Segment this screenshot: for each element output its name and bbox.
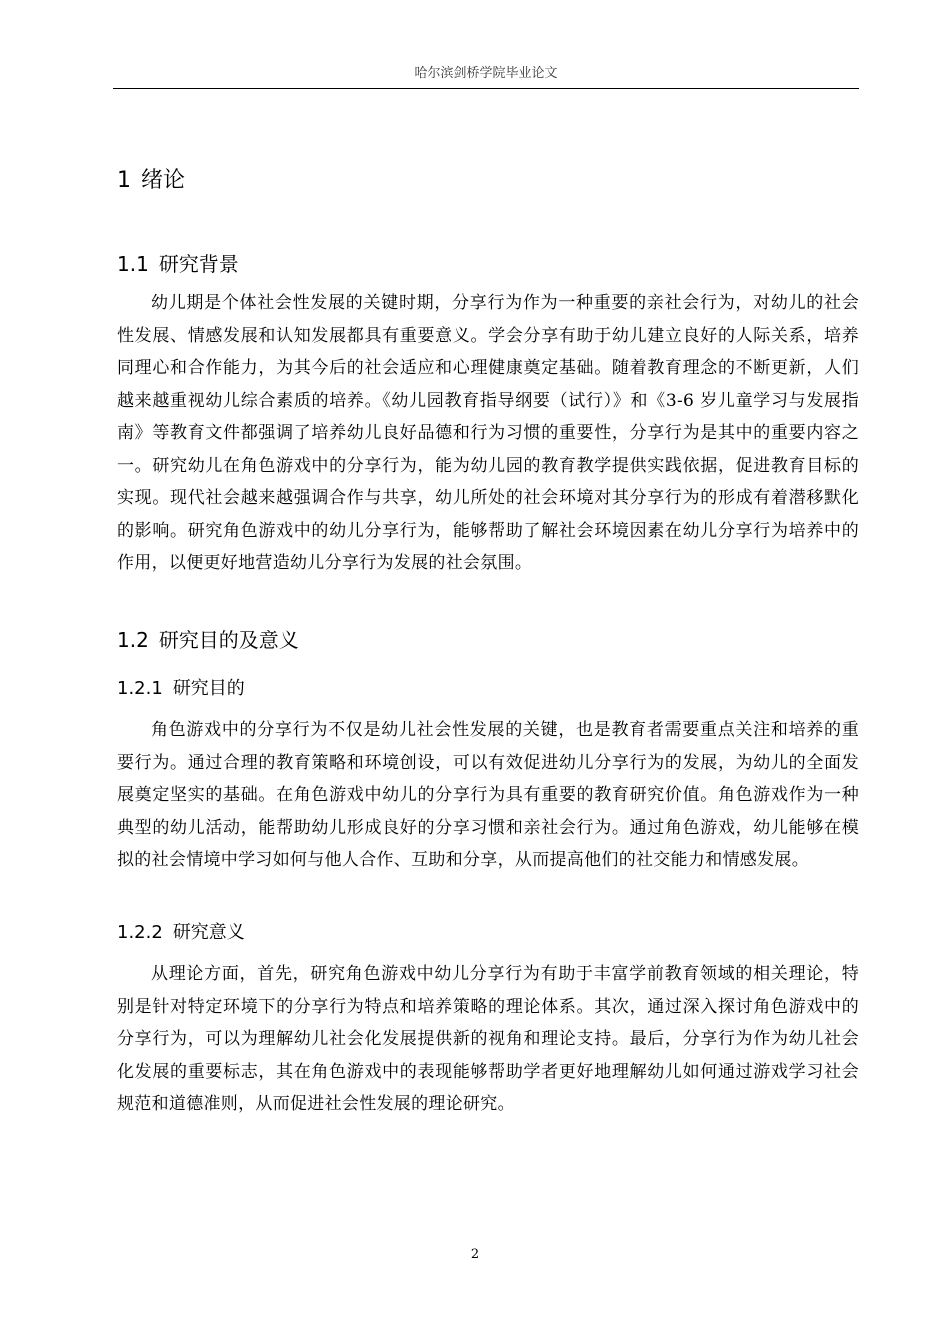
subsection-1-2-2-paragraph: 从理论方面，首先，研究角色游戏中幼儿分享行为有助于丰富学前教育领域的相关理论，特别是针对特定环境下的分享行为特点和培养策略的理论体系。其次，通过深入探讨角色游戏中的分享行为，可以为理解幼儿社会化发展提供新的视角和理论支持。最后，分享行为作为幼儿社会化发展的重要标志，其在角色游戏中的表现能够帮助学者更好地理解幼儿如何通过游戏学习社会规范和道德准则，从而促进社会性发展的理论研究。 <box>117 964 859 1114</box>
subsection-number: 1.2.1 <box>117 678 163 699</box>
chapter-number: 1 <box>117 168 131 193</box>
subsection-number: 1.2.2 <box>117 922 163 943</box>
subsection-title: 研究意义 <box>172 922 245 943</box>
subsection-heading-1-2-1 <box>117 674 245 700</box>
section-number: 1.2 <box>117 628 149 652</box>
section-1-1-paragraph: 幼儿期是个体社会性发展的关键时期，分享行为作为一种重要的亲社会行为，对幼儿的社会性发展、情感发展和认知发展都具有重要意义。学会分享有助于幼儿建立良好的人际关系，培养同理心和合作能力，为其今后的社会适应和心理健康奠定基础。随着教育理念的不断更新，人们越来越重视幼儿综合素质的培养。《幼儿园教育指导纲要（试行）》和《3-6 岁儿童学习与发展指南》等教育文件都强调了培养幼儿良好品德和行为习惯的重要性，分享行为是其中的重要内容之一。研究幼儿在角色游戏中的分享行为，能为幼儿园的教育教学提供实践依据，促进教育目标的实现。现代社会越来越强调合作与共享，幼儿所处的社会环境对其分享行为的形成有着潜移默化的影响。研究角色游戏中的幼儿分享行为，能够帮助了解社会环境因素在幼儿分享行为培养中的作用，以便更好地营造幼儿分享行为发展的社会氛围。 <box>117 293 859 573</box>
running-header: 哈尔滨剑桥学院毕业论文 <box>414 66 558 81</box>
chapter-title: 绪论 <box>141 168 186 193</box>
section-title: 研究背景 <box>158 252 239 276</box>
subsection-heading-1-2-2 <box>117 918 245 944</box>
page-number: 2 <box>470 1247 480 1262</box>
section-title: 研究目的及意义 <box>158 628 299 652</box>
subsection-1-2-1-paragraph: 角色游戏中的分享行为不仅是幼儿社会性发展的关键，也是教育者需要重点关注和培养的重要行为。通过合理的教育策略和环境创设，可以有效促进幼儿分享行为的发展，为幼儿的全面发展奠定坚实的基础。在角色游戏中幼儿的分享行为具有重要的教育研究价值。角色游戏作为一种典型的幼儿活动，能帮助幼儿形成良好的分享习惯和亲社会行为。通过角色游戏，幼儿能够在模拟的社会情境中学习如何与他人合作、互助和分享，从而提高他们的社交能力和情感发展。 <box>117 720 859 870</box>
subsection-title: 研究目的 <box>172 678 245 699</box>
section-heading-1-2 <box>117 624 299 653</box>
chapter-heading <box>117 163 185 194</box>
section-heading-1-1 <box>117 248 239 277</box>
header-divider <box>113 88 859 89</box>
section-number: 1.1 <box>117 252 149 276</box>
